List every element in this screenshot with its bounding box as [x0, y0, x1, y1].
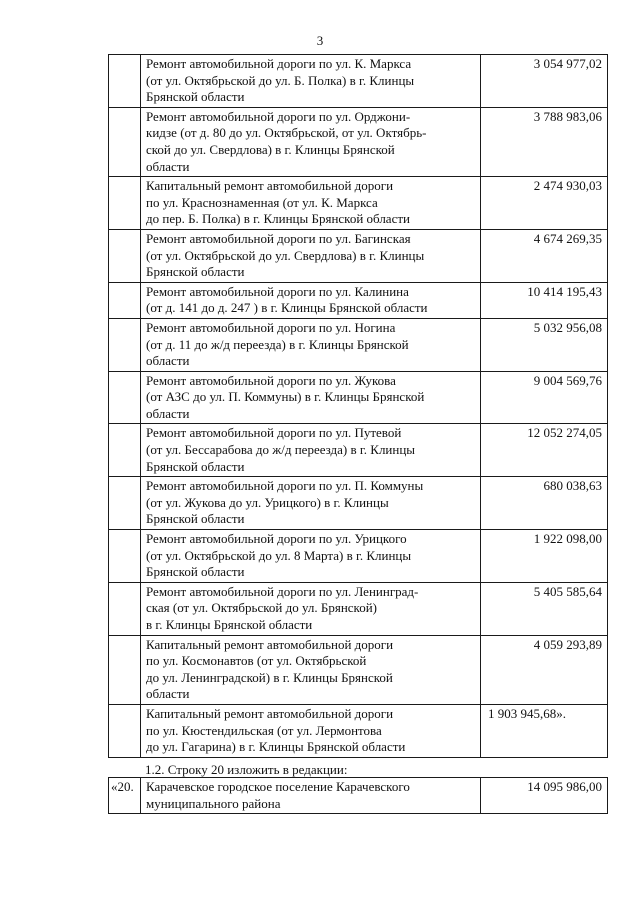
description-line: Ремонт автомобильной дороги по ул. Жукова	[146, 372, 396, 388]
table-row	[109, 530, 608, 583]
row-amount: 1 903 945,68».	[481, 704, 608, 757]
table-row	[109, 107, 608, 176]
row-number	[109, 635, 141, 704]
row-amount: 9 004 569,76	[481, 371, 608, 424]
table-row	[109, 582, 608, 635]
table-row	[109, 229, 608, 282]
row-description	[141, 424, 481, 477]
description-line: Ремонт автомобильной дороги по ул. Орджони-	[146, 108, 411, 124]
row-20-table	[108, 777, 608, 814]
table-row	[109, 704, 608, 757]
row-description	[141, 318, 481, 371]
table-row	[109, 778, 608, 814]
row-amount: 1 922 098,00	[481, 530, 608, 583]
row-amount: 5 032 956,08	[481, 318, 608, 371]
row-number	[109, 704, 141, 757]
description-line: Ремонт автомобильной дороги по ул. Калинина	[146, 283, 409, 299]
description-line: кидзе (от д. 80 до ул. Октябрьской, от ул. Октябрь-	[146, 125, 427, 141]
budget-table	[108, 54, 608, 758]
description-line: Брянской области	[146, 511, 245, 527]
row-number	[109, 318, 141, 371]
row-amount: 3 054 977,02	[481, 55, 608, 108]
row-amount: 2 474 930,03	[481, 177, 608, 230]
row-amount: 680 038,63	[481, 477, 608, 530]
description-line: по ул. Кюстендильская (от ул. Лермонтова	[146, 722, 382, 738]
row-amount: 14 095 986,00	[481, 778, 608, 814]
row-description	[141, 635, 481, 704]
description-line: Капитальный ремонт автомобильной дороги	[146, 636, 394, 652]
row-amount: 12 052 274,05	[481, 424, 608, 477]
description-line: до ул. Ленинградской) в г. Клинцы Брянской	[146, 669, 393, 685]
row-description	[141, 107, 481, 176]
row-amount: 5 405 585,64	[481, 582, 608, 635]
description-line: (от д. 141 до д. 247 ) в г. Клинцы Брянской области	[146, 300, 428, 316]
row-number	[109, 55, 141, 108]
description-line: ская (от ул. Октябрьской до ул. Брянской)	[146, 600, 377, 616]
row-description	[141, 704, 481, 757]
description-line: в г. Клинцы Брянской области	[146, 617, 313, 632]
description-line: Брянской области	[146, 458, 245, 474]
row-description	[141, 229, 481, 282]
row-amount: 3 788 983,06	[481, 107, 608, 176]
row-number	[109, 582, 141, 635]
description-line: (от ул. Бессарабова до ж/д переезда) в г. Клинцы	[146, 442, 416, 458]
row-number	[109, 424, 141, 477]
description-line: (от ул. Октябрьской до ул. Свердлова) в г. Клинцы	[146, 247, 425, 263]
description-line: Ремонт автомобильной дороги по ул. П. Коммуны	[146, 478, 424, 494]
description-line: Ремонт автомобильной дороги по ул. Ленинград-	[146, 583, 419, 599]
row-description	[141, 530, 481, 583]
row-amount: 10 414 195,43	[481, 282, 608, 318]
row-description	[141, 282, 481, 318]
description-line: Карачевское городское поселение Карачевского	[146, 779, 410, 794]
table-row	[109, 424, 608, 477]
instruction-text: 1.2. Строку 20 изложить в редакции:	[145, 762, 348, 777]
description-line: (от ул. Жукова до ул. Урицкого) в г. Клинцы	[146, 494, 389, 510]
row-amount: 4 674 269,35	[481, 229, 608, 282]
description-line: Ремонт автомобильной дороги по ул. Путевой	[146, 425, 402, 441]
row-description	[141, 371, 481, 424]
description-line: Ремонт автомобильной дороги по ул. Ногина	[146, 319, 396, 335]
page-number: 3	[316, 33, 324, 48]
table-row	[109, 177, 608, 230]
description-line: по ул. Космонавтов (от ул. Октябрьской	[146, 653, 367, 669]
row-description	[141, 582, 481, 635]
description-line: области	[146, 686, 190, 702]
description-line: Ремонт автомобильной дороги по ул. Урицкого	[146, 531, 407, 547]
table-row	[109, 55, 608, 108]
description-line: до ул. Гагарина) в г. Клинцы Брянской области	[146, 739, 406, 755]
table-row	[109, 282, 608, 318]
description-line: области	[146, 353, 190, 369]
row-amount: 4 059 293,89	[481, 635, 608, 704]
description-line: муниципального района	[146, 795, 281, 811]
description-line: до пер. Б. Полка) в г. Клинцы Брянской области	[146, 211, 410, 227]
row-description	[141, 177, 481, 230]
table-row	[109, 477, 608, 530]
row-number: «20.	[109, 778, 141, 814]
row-description	[141, 55, 481, 108]
description-line: Ремонт автомобильной дороги по ул. Багинская	[146, 230, 411, 246]
description-line: (от ул. Октябрьской до ул. 8 Марта) в г. Клинцы	[146, 547, 412, 563]
description-line: Брянской области	[146, 564, 245, 580]
row-description	[141, 778, 481, 814]
row-description	[141, 477, 481, 530]
description-line: Капитальный ремонт автомобильной дороги	[146, 705, 394, 721]
table-row	[109, 635, 608, 704]
row-number	[109, 477, 141, 530]
row-number	[109, 530, 141, 583]
description-line: области	[146, 405, 190, 421]
description-line: Капитальный ремонт автомобильной дороги	[146, 178, 394, 194]
description-line: Брянской области	[146, 264, 245, 280]
row-number	[109, 177, 141, 230]
budget-table-body	[109, 55, 608, 758]
description-line: ской до ул. Свердлова) в г. Клинцы Брянской	[146, 141, 395, 157]
row-number	[109, 371, 141, 424]
table-row	[109, 371, 608, 424]
description-line: области	[146, 158, 190, 174]
description-line: (от ул. Октябрьской до ул. Б. Полка) в г. Клинцы	[146, 72, 415, 88]
row-number	[109, 229, 141, 282]
description-line: (от АЗС до ул. П. Коммуны) в г. Клинцы Брянской	[146, 389, 425, 405]
row-number	[109, 107, 141, 176]
description-line: по ул. Краснознаменная (от ул. К. Маркса	[146, 194, 378, 210]
description-line: Ремонт автомобильной дороги по ул. К. Маркса	[146, 56, 412, 71]
row-number	[109, 282, 141, 318]
description-line: (от д. 11 до ж/д переезда) в г. Клинцы Брянской	[146, 336, 409, 352]
description-line: Брянской области	[146, 89, 245, 105]
table-row	[109, 318, 608, 371]
